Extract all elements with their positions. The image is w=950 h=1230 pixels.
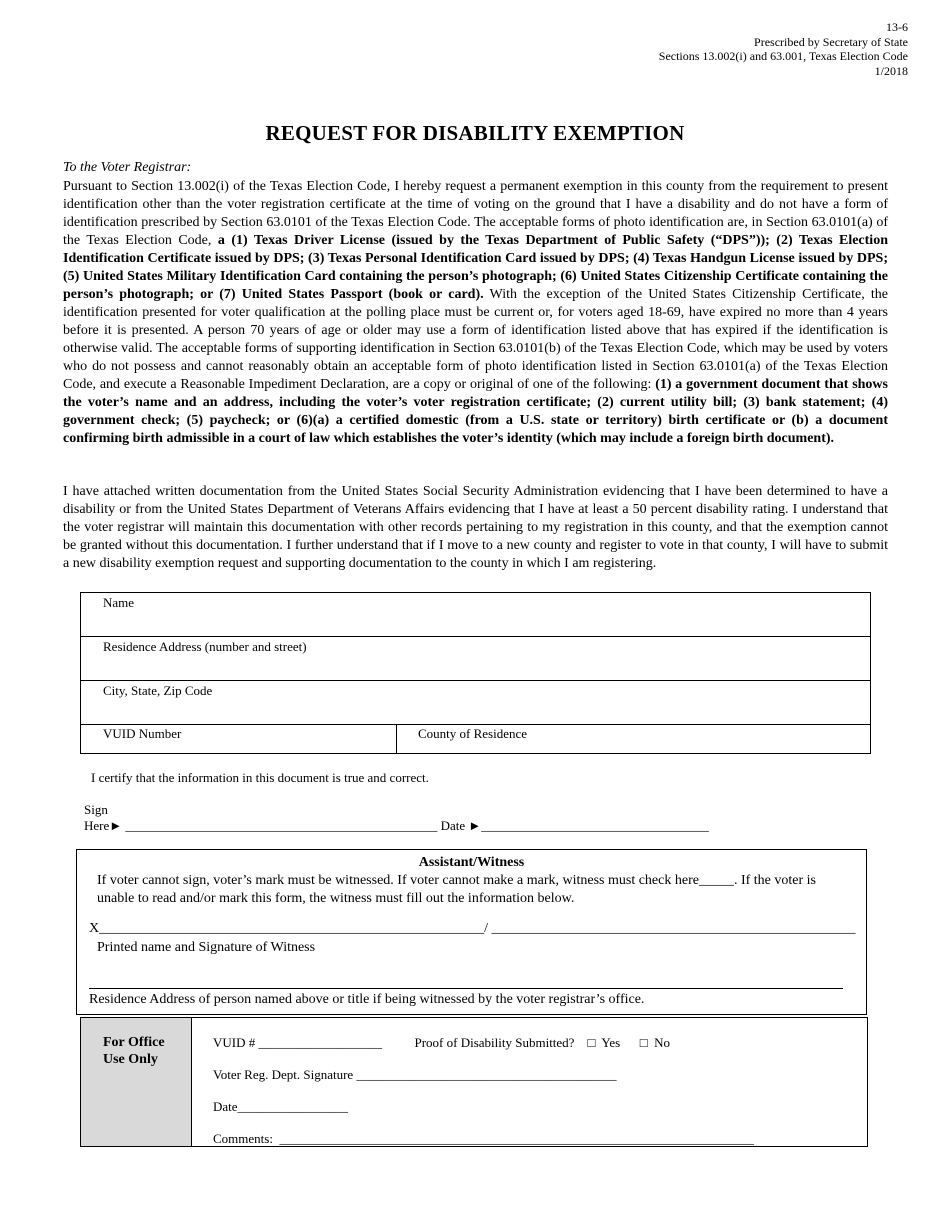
vuid-label: VUID Number (103, 726, 182, 741)
name-label: Name (103, 595, 135, 610)
office-use-box (80, 1017, 868, 1147)
form-header (659, 20, 908, 78)
voter-info-box (80, 592, 871, 754)
page-title: REQUEST FOR DISABILITY EXEMPTION (265, 121, 685, 145)
witness-signature-line[interactable]: X_______________________________________________________/ ____________________________________________________ (89, 921, 856, 936)
vuid-proof-line[interactable]: VUID # ___________________ Proof of Disability Submitted? □ Yes □ No (213, 1035, 670, 1050)
office-date-line[interactable]: Date_________________ (213, 1099, 349, 1114)
form-number: 13-6 (886, 20, 908, 34)
witness-address-line[interactable] (89, 988, 843, 989)
witness-address-label: Residence Address of person named above or title if being witnessed by the voter registrar’s office. (89, 992, 645, 1007)
office-use-line2: Use Only (103, 1052, 158, 1067)
photo-id-list: a (1) Texas Driver License (issued by the Texas Department of Public Safety (“DPS”)); (2) Texas Election Identification Certificate issued by DPS; (3) Texas Personal Identification Card issued by DPS; (4) Texas Handgun License issued by DPS; (5) United States Military Identification Card containing the person’s photograph; (6) United States Citizenship Certificate containing the person’s photograph; or (7) United States Passport (book or card). (63, 233, 888, 302)
name-row[interactable] (81, 593, 870, 637)
requirements-paragraph (63, 178, 888, 448)
address-row[interactable] (81, 637, 870, 681)
witness-signature-label: Printed name and Signature of Witness (97, 940, 316, 955)
certify-statement: I certify that the information in this document is true and correct. (91, 770, 429, 785)
supporting-id-list: (1) a government document that shows the voter’s name and an address, including the voter’s voter registration certificate; (2) current utility bill; (3) bank statement; (4) government check; (5) paycheck; or (6)(a) a certified domestic (from a U.S. state or territory) birth certificate or (b) a document confirming birth admissible in a court of law which establishes the voter’s identity (which may include a foreign birth document). (63, 377, 888, 446)
city-row[interactable] (81, 681, 870, 725)
comments-line[interactable]: Comments: _________________________________________________________________________ (213, 1131, 754, 1146)
office-use-sidebar (81, 1018, 192, 1146)
supporting-id-text: With the exception of the United States Citizenship Certificate, the identification presented for voter qualification at the polling place must be current or, for voters aged 18-69, have expired no more than 4 years before it is presented. A person 70 years of age or older may use a form of identification listed above that has expired if the identification is otherwise valid. The acceptable forms of supporting identification in Section 63.0101(b) of the Texas Election Code, which may be used by voters who do not possess and cannot reasonably obtain an acceptable form of photo identification listed in Section 63.0101(a) of the Texas Election Code, and execute a Reasonable Impediment Declaration, are a copy or original of one of the following: (63, 287, 888, 392)
prescribed-by: Prescribed by Secretary of State (754, 34, 908, 49)
witness-title: Assistant/Witness (418, 855, 525, 870)
salutation: To the Voter Registrar: (63, 160, 192, 175)
office-use-line1: For Office (103, 1035, 165, 1050)
vuid-county-row (81, 725, 870, 753)
witness-instructions: If voter cannot sign, voter’s mark must be witnessed. If voter cannot make a mark, witness must check here_____. If the voter is unable to read and/or mark this form, the witness must fill out the information below. (97, 873, 816, 906)
sign-label: Sign (84, 802, 108, 817)
intro-text: Pursuant to Section 13.002(i) of the Texas Election Code, I hereby request a permanent exemption in this county from the requirement to present identification other than the voter registration certificate at the time of voting on the ground that I have a disability and do not have a form of identification prescribed by Section 63.0101 of the Texas Election Code. The acceptable forms of photo identification are, in Section 63.0101(a) of the Texas Election Code, (63, 179, 888, 248)
signature-date-line[interactable]: Here► ________________________________________________ Date ►___________________________________ (84, 818, 709, 833)
county-label: County of Residence (418, 726, 528, 741)
dept-signature-line[interactable]: Voter Reg. Dept. Signature ________________________________________ (213, 1067, 617, 1082)
code-sections: Sections 13.002(i) and 63.001, Texas Election Code (658, 49, 908, 63)
address-label: Residence Address (number and street) (103, 639, 307, 654)
documentation-paragraph: I have attached written documentation from the United States Social Security Administration evidencing that I have been determined to have a disability or from the United States Department of Veterans Affairs evidencing that I have at least a 50 percent disability rating. I understand that the voter registrar will maintain this documentation with other records pertaining to my registration in this county, and that the exemption cannot be granted without this documentation. I further understand that if I move to a new county and register to vote in that county, I will have to submit a new disability exemption request and supporting documentation to the county in which I am registering. (63, 484, 888, 571)
witness-box (76, 849, 867, 1015)
city-label: City, State, Zip Code (103, 683, 213, 698)
form-date: 1/2018 (874, 63, 908, 78)
office-use-title (103, 1034, 165, 1068)
row-divider (396, 725, 397, 753)
